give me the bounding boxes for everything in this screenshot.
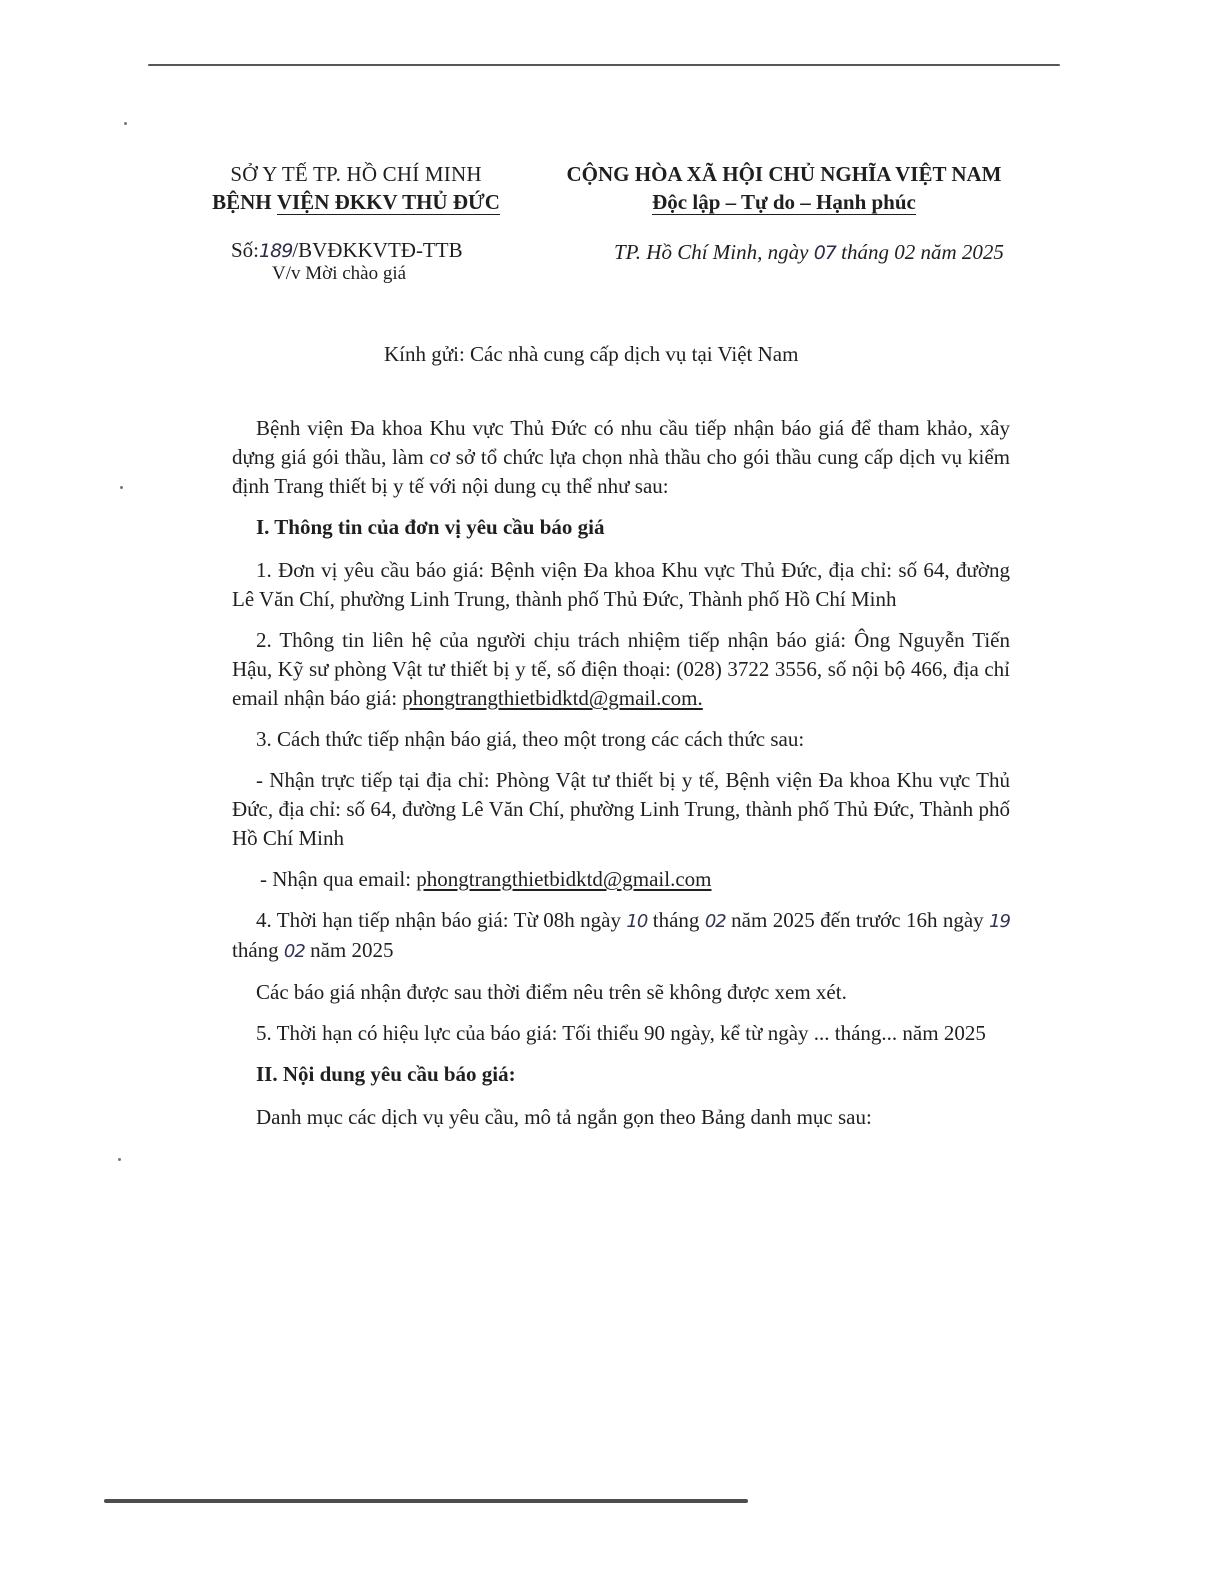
item-1: 1. Đơn vị yêu cầu báo giá: Bệnh viện Đa khoa Khu vực Thủ Đức, địa chỉ: số 64, đường Lê Văn Chí, phường Linh Trung, thành phố Thủ Đức, Thành phố Hồ Chí Minh <box>232 558 1010 611</box>
item-3-dash-1: - Nhận trực tiếp tại địa chỉ: Phòng Vật tư thiết bị y tế, Bệnh viện Đa khoa Khu vực Thủ Đức, địa chỉ: số 64, đường Lê Văn Chí, phường Linh Trung, thành phố Thủ Đức, Thành phố Hồ Chí Minh <box>232 768 1010 850</box>
section-2-heading: II. Nội dung yêu cầu báo giá: <box>256 1062 516 1086</box>
country-name: CỘNG HÒA XÃ HỘI CHỦ NGHĨA VIỆT NAM <box>566 162 1002 186</box>
email-link[interactable]: phongtrangthietbidktd@gmail.com. <box>402 686 703 710</box>
scan-speck <box>120 486 123 489</box>
item-3: 3. Cách thức tiếp nhận báo giá, theo một trong các cách thức sau: <box>256 727 805 751</box>
handwritten-day: 07 <box>813 242 836 264</box>
letter-body <box>232 414 1010 1144</box>
scan-speck <box>124 122 127 125</box>
item-5: 5. Thời hạn có hiệu lực của báo giá: Tối thiểu 90 ngày, kể từ ngày ... tháng... năm 2025 <box>256 1021 986 1045</box>
item-4: 4. Thời hạn tiếp nhận báo giá: Từ 08h ngày 10 tháng 02 năm 2025 đến trước 16h ngày 19 tháng 02 năm 2025 <box>232 908 1011 962</box>
handwritten-number: 189 <box>259 240 293 262</box>
section-2-text: Danh mục các dịch vụ yêu cầu, mô tả ngắn gọn theo Bảng danh mục sau: <box>256 1105 872 1129</box>
department-name: SỞ Y TẾ TP. HỒ CHÍ MINH <box>230 162 482 186</box>
email-link[interactable]: phongtrangthietbidktd@gmail.com <box>416 867 712 891</box>
national-motto-block <box>546 160 1022 216</box>
intro-paragraph: Bệnh viện Đa khoa Khu vực Thủ Đức có nhu cầu tiếp nhận báo giá để tham khảo, xây dựng giá gói thầu, làm cơ sở tổ chức lựa chọn nhà thầu cho gói thầu cung cấp dịch vụ kiểm định Trang thiết bị y tế với nội dung cụ thể như sau: <box>232 416 1010 498</box>
item-2: 2. Thông tin liên hệ của người chịu trách nhiệm tiếp nhận báo giá: Ông Nguyễn Tiến Hậu, Kỹ sư phòng Vật tư thiết bị y tế, số điện thoại: (028) 3722 3556, số nội bộ 466, địa chỉ email nhận báo giá: phongtrangthietbidktd@gmail.com. <box>232 628 1010 710</box>
scan-edge-bottom <box>104 1499 748 1503</box>
issuer-block <box>196 160 516 216</box>
hospital-name: BỆNH VIỆN ĐKKV THỦ ĐỨC <box>212 190 500 214</box>
deadline-note: Các báo giá nhận được sau thời điểm nêu trên sẽ không được xem xét. <box>256 980 847 1004</box>
document-date: TP. Hồ Chí Minh, ngày 07 tháng 02 năm 2025 <box>614 240 1004 264</box>
document-subject: V/v Mời chào giá <box>272 263 407 284</box>
item-3-dash-2: - Nhận qua email: phongtrangthietbidktd@gmail.com <box>260 867 712 891</box>
handwritten-month: 02 <box>704 911 726 932</box>
scan-edge-top <box>148 64 1060 66</box>
section-1-heading: I. Thông tin của đơn vị yêu cầu báo giá <box>256 515 605 539</box>
hospital-name-underlined: VIỆN ĐKKV THỦ ĐỨC <box>276 190 500 214</box>
handwritten-month: 02 <box>283 941 305 962</box>
document-number: Số:189/BVĐKKVTĐ-TTB <box>231 238 463 262</box>
scan-speck <box>118 1158 121 1161</box>
handwritten-day: 19 <box>989 911 1011 932</box>
motto: Độc lập – Tự do – Hạnh phúc <box>652 190 916 214</box>
handwritten-day: 10 <box>626 911 648 932</box>
salutation: Kính gửi: Các nhà cung cấp dịch vụ tại Việt Nam <box>384 342 799 366</box>
